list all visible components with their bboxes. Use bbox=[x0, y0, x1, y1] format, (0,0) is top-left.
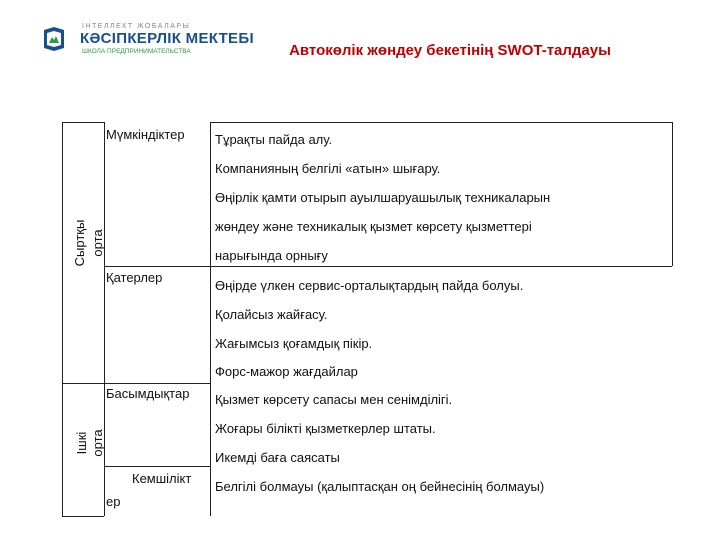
weaknesses-label: Кемшілікт bbox=[132, 471, 192, 486]
strength-item: Икемді баға саясаты bbox=[215, 450, 340, 465]
weakness-item: Белгілі болмауы (қалыптасқан оң бейнесінің болмауы) bbox=[215, 479, 545, 494]
right-border bbox=[672, 122, 673, 266]
external-top-border bbox=[62, 122, 104, 123]
opportunity-item: жөндеу және техникалық қызмет көрсету қызметтері bbox=[215, 219, 532, 234]
threat-item: Форс-мажор жағдайлар bbox=[215, 364, 358, 379]
strengths-label: Басымдықтар bbox=[106, 386, 190, 401]
strength-item: Қызмет көрсету сапасы мен сенімділігі. bbox=[215, 392, 453, 407]
external-side-label-2: орта bbox=[90, 229, 105, 257]
logo-sub-text: ШКОЛА ПРЕДПРИНИМАТЕЛЬСТВА bbox=[82, 48, 191, 55]
logo-main-text: КӘСІПКЕРЛІК МЕКТЕБІ bbox=[80, 30, 254, 47]
weaknesses-label-continued: ер bbox=[106, 494, 121, 509]
threats-label: Қатерлер bbox=[106, 270, 163, 285]
strength-item: Жоғары білікті қызметкерлер штаты. bbox=[215, 421, 436, 436]
opportunity-item: Өңірлік қамти отырып ауылшаруашылық техникаларын bbox=[215, 190, 551, 205]
logo-top-line: ІНТЕЛЛЕКТ ЖОБАЛАРЫ bbox=[82, 23, 191, 30]
opportunity-item: Компанияның белгілі «атын» шығару. bbox=[215, 161, 441, 176]
threat-item: Қолайсыз жайғасу. bbox=[215, 307, 328, 322]
opportunities-bottom-border bbox=[104, 266, 672, 267]
outer-left-border bbox=[62, 122, 63, 516]
label-column-border bbox=[210, 122, 211, 516]
threat-item: Өңірде үлкен сервис-орталықтардың пайда болуы. bbox=[215, 278, 524, 293]
opportunity-item: нарығында орнығу bbox=[215, 248, 328, 263]
opportunity-item: Тұрақты пайда алу. bbox=[215, 132, 333, 147]
internal-bottom-border bbox=[62, 516, 104, 517]
strengths-bottom-border bbox=[104, 466, 210, 467]
external-content-top-border bbox=[210, 122, 672, 123]
external-bottom-border bbox=[62, 383, 210, 384]
internal-side-label-2: орта bbox=[90, 429, 105, 457]
external-side-label: Сыртқы bbox=[72, 219, 87, 267]
opportunities-label: Мүмкіндіктер bbox=[106, 127, 185, 142]
page-title: Автокөлік жөндеу бекетінің SWOT-талдауы bbox=[289, 42, 611, 59]
threat-item: Жағымсыз қоғамдық пікір. bbox=[215, 336, 373, 351]
school-logo-icon bbox=[42, 26, 66, 52]
internal-side-label: Ішкі bbox=[74, 431, 89, 455]
